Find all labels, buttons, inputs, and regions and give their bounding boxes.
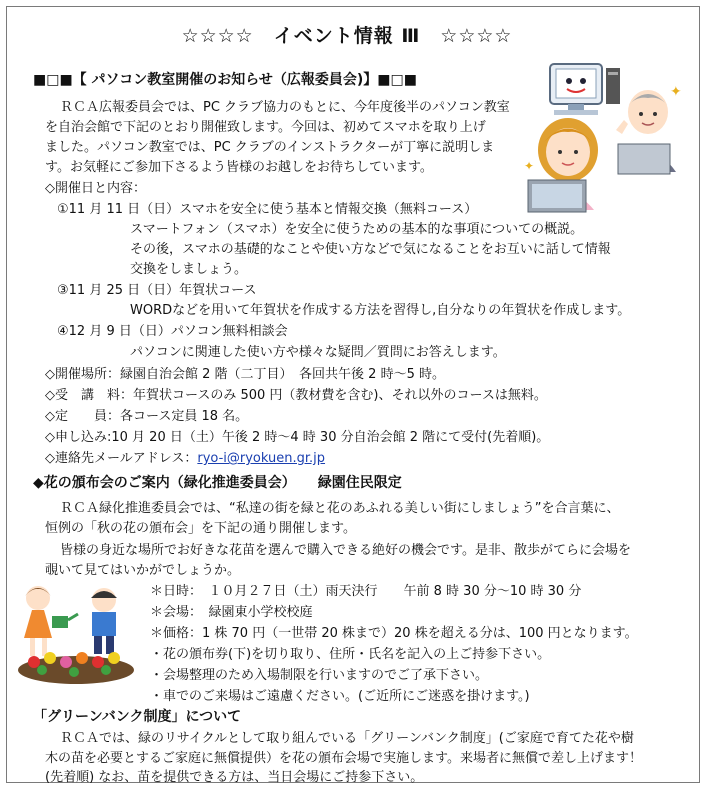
pc-intro-line: す。お気軽にご参加下さるよう皆様のお越しをお待ちしています。 — [45, 160, 433, 175]
contact-row — [45, 450, 325, 467]
schedule-item: ③11 月 25 日（日）年賀状コース — [57, 283, 257, 298]
flower-note: ・花の頒布券(下)を切り取り、住所・氏名を記入の上ご持参下さい。 — [150, 647, 551, 662]
schedule-item: ④12 月 9 日（日）パソコン無料相談会 — [57, 324, 288, 339]
schedule-item-detail: その後，スマホの基礎的なことや使い方などで気になることをお互いに話して情報 — [130, 242, 611, 257]
pc-intro-line: ました。パソコン教室では、PC クラブのインストラクターが丁寧に説明しま — [45, 140, 495, 155]
flower-date: ＊日時： １０月２７日（土）雨天決行 午前 8 時 30 分～10 時 30 分 — [150, 584, 582, 599]
pc-intro-line: を自治会館で下記のとおり開催致します。今回は、初めてスマホを取り上げ — [45, 120, 486, 135]
flower-heading-note: 緑園住民限定 — [317, 475, 402, 491]
greenbank-heading: 「グリーンバンク制度」について — [33, 709, 242, 725]
greenbank-line: (先着順) なお、苗を提供できる方は、当日会場にご持参下さい。 — [45, 770, 424, 785]
capacity-detail: ◇定 員：各コース定員 18 名。 — [45, 409, 249, 424]
flower-note: ・会場整理のため入場制限を行いますのでご了承下さい。 — [150, 668, 489, 683]
watering-can-icon — [52, 614, 78, 628]
application-detail: ◇申し込み:10 月 20 日（土）午後 2 時～4 時 30 分自治会館 2 階にて受付(先着順)。 — [45, 430, 550, 445]
flower-bed-icon — [18, 652, 134, 684]
svg-text:✦: ✦ — [524, 159, 535, 173]
flower-intro-line: 皆様の身近な場所でお好きな花苗を選んで購入できる絶好の機会です。是非、散歩がてらに会場を — [60, 543, 631, 558]
computer-users-illustration — [520, 60, 690, 220]
pc-section-heading: ■□■【 パソコン教室開催のお知らせ（広報委員会)】■□■ — [33, 72, 417, 88]
monitor-robot-icon — [550, 64, 620, 115]
flower-heading-text: ◆花の頒布会のご案内（緑化推進委員会） — [33, 475, 296, 491]
flower-price: ＊価格：1 株 70 円（一世帯 20 株まで）20 株を超える分は、100 円となります。 — [150, 626, 638, 641]
fee-detail: ◇受 講 料：年賀状コースのみ 500 円（教材費を含む)、それ以外のコースは無料。 — [45, 388, 547, 403]
contact-label: ◇連絡先メールアドレス： — [45, 451, 198, 466]
contact-email-link[interactable]: ryo-i@ryokuen.gr.jp — [197, 451, 326, 466]
svg-text:✦: ✦ — [670, 84, 682, 100]
boy-icon — [91, 588, 117, 654]
schedule-item-detail: 交換をしましょう。 — [130, 262, 248, 277]
venue-detail: ◇開催場所：緑園自治会館 2 階（二丁目） 各回共午後 2 時～5 時。 — [45, 367, 445, 382]
flower-intro-line: ＲＣＡ緑化推進委員会では、“私達の街を緑と花のあふれる美しい街にしましょう”を合言葉に、 — [60, 501, 620, 516]
greenbank-line: ＲＣＡでは、緑のリサイクルとして取り組んでいる「グリーンバンク制度」(ご家庭で育てた花や樹 — [60, 731, 634, 746]
schedule-item: ①11 月 11 日（日）スマホを安全に使う基本と情報交換（無料コース） — [57, 202, 478, 217]
woman-at-laptop-icon — [528, 118, 598, 212]
pc-intro-line: ＲＣＡ広報委員会では、PC クラブ協力のもとに、今年度後半のパソコン教室 — [60, 100, 510, 115]
page-title: ☆☆☆☆ イベント情報 Ⅲ ☆☆☆☆ — [181, 25, 513, 47]
greenbank-line: 木の苗を必要とするご家庭に無償提供）を花の頒布会場で実施します。来場者に無償で差し上げます！ — [45, 751, 642, 766]
flower-note: ・車でのご来場はご遠慮ください。(ご近所にご迷惑を掛けます。) — [150, 689, 530, 704]
schedule-item-detail: スマートフォン（スマホ）を安全に使うための基本的な事項についての概説。 — [130, 222, 584, 237]
flower-venue: ＊会場： 緑園東小学校校庭 — [150, 605, 313, 620]
children-flowers-illustration — [12, 578, 142, 688]
girl-icon — [24, 586, 52, 656]
schedule-item-detail: パソコンに関連した使い方や様々な疑問／質問にお答えします。 — [130, 345, 506, 360]
flower-intro-line: 恒例の「秋の花の頒布会」を下記の通り開催します。 — [45, 521, 356, 536]
flower-intro-line: 覗いて見てはいかがでしょうか。 — [45, 563, 241, 578]
schedule-item-detail: WORDなどを用いて年賀状を作成する方法を習得し,自分なりの年賀状を作成します。 — [130, 303, 631, 318]
schedule-label: ◇開催日と内容： — [45, 181, 146, 196]
flower-section-heading — [33, 475, 402, 492]
